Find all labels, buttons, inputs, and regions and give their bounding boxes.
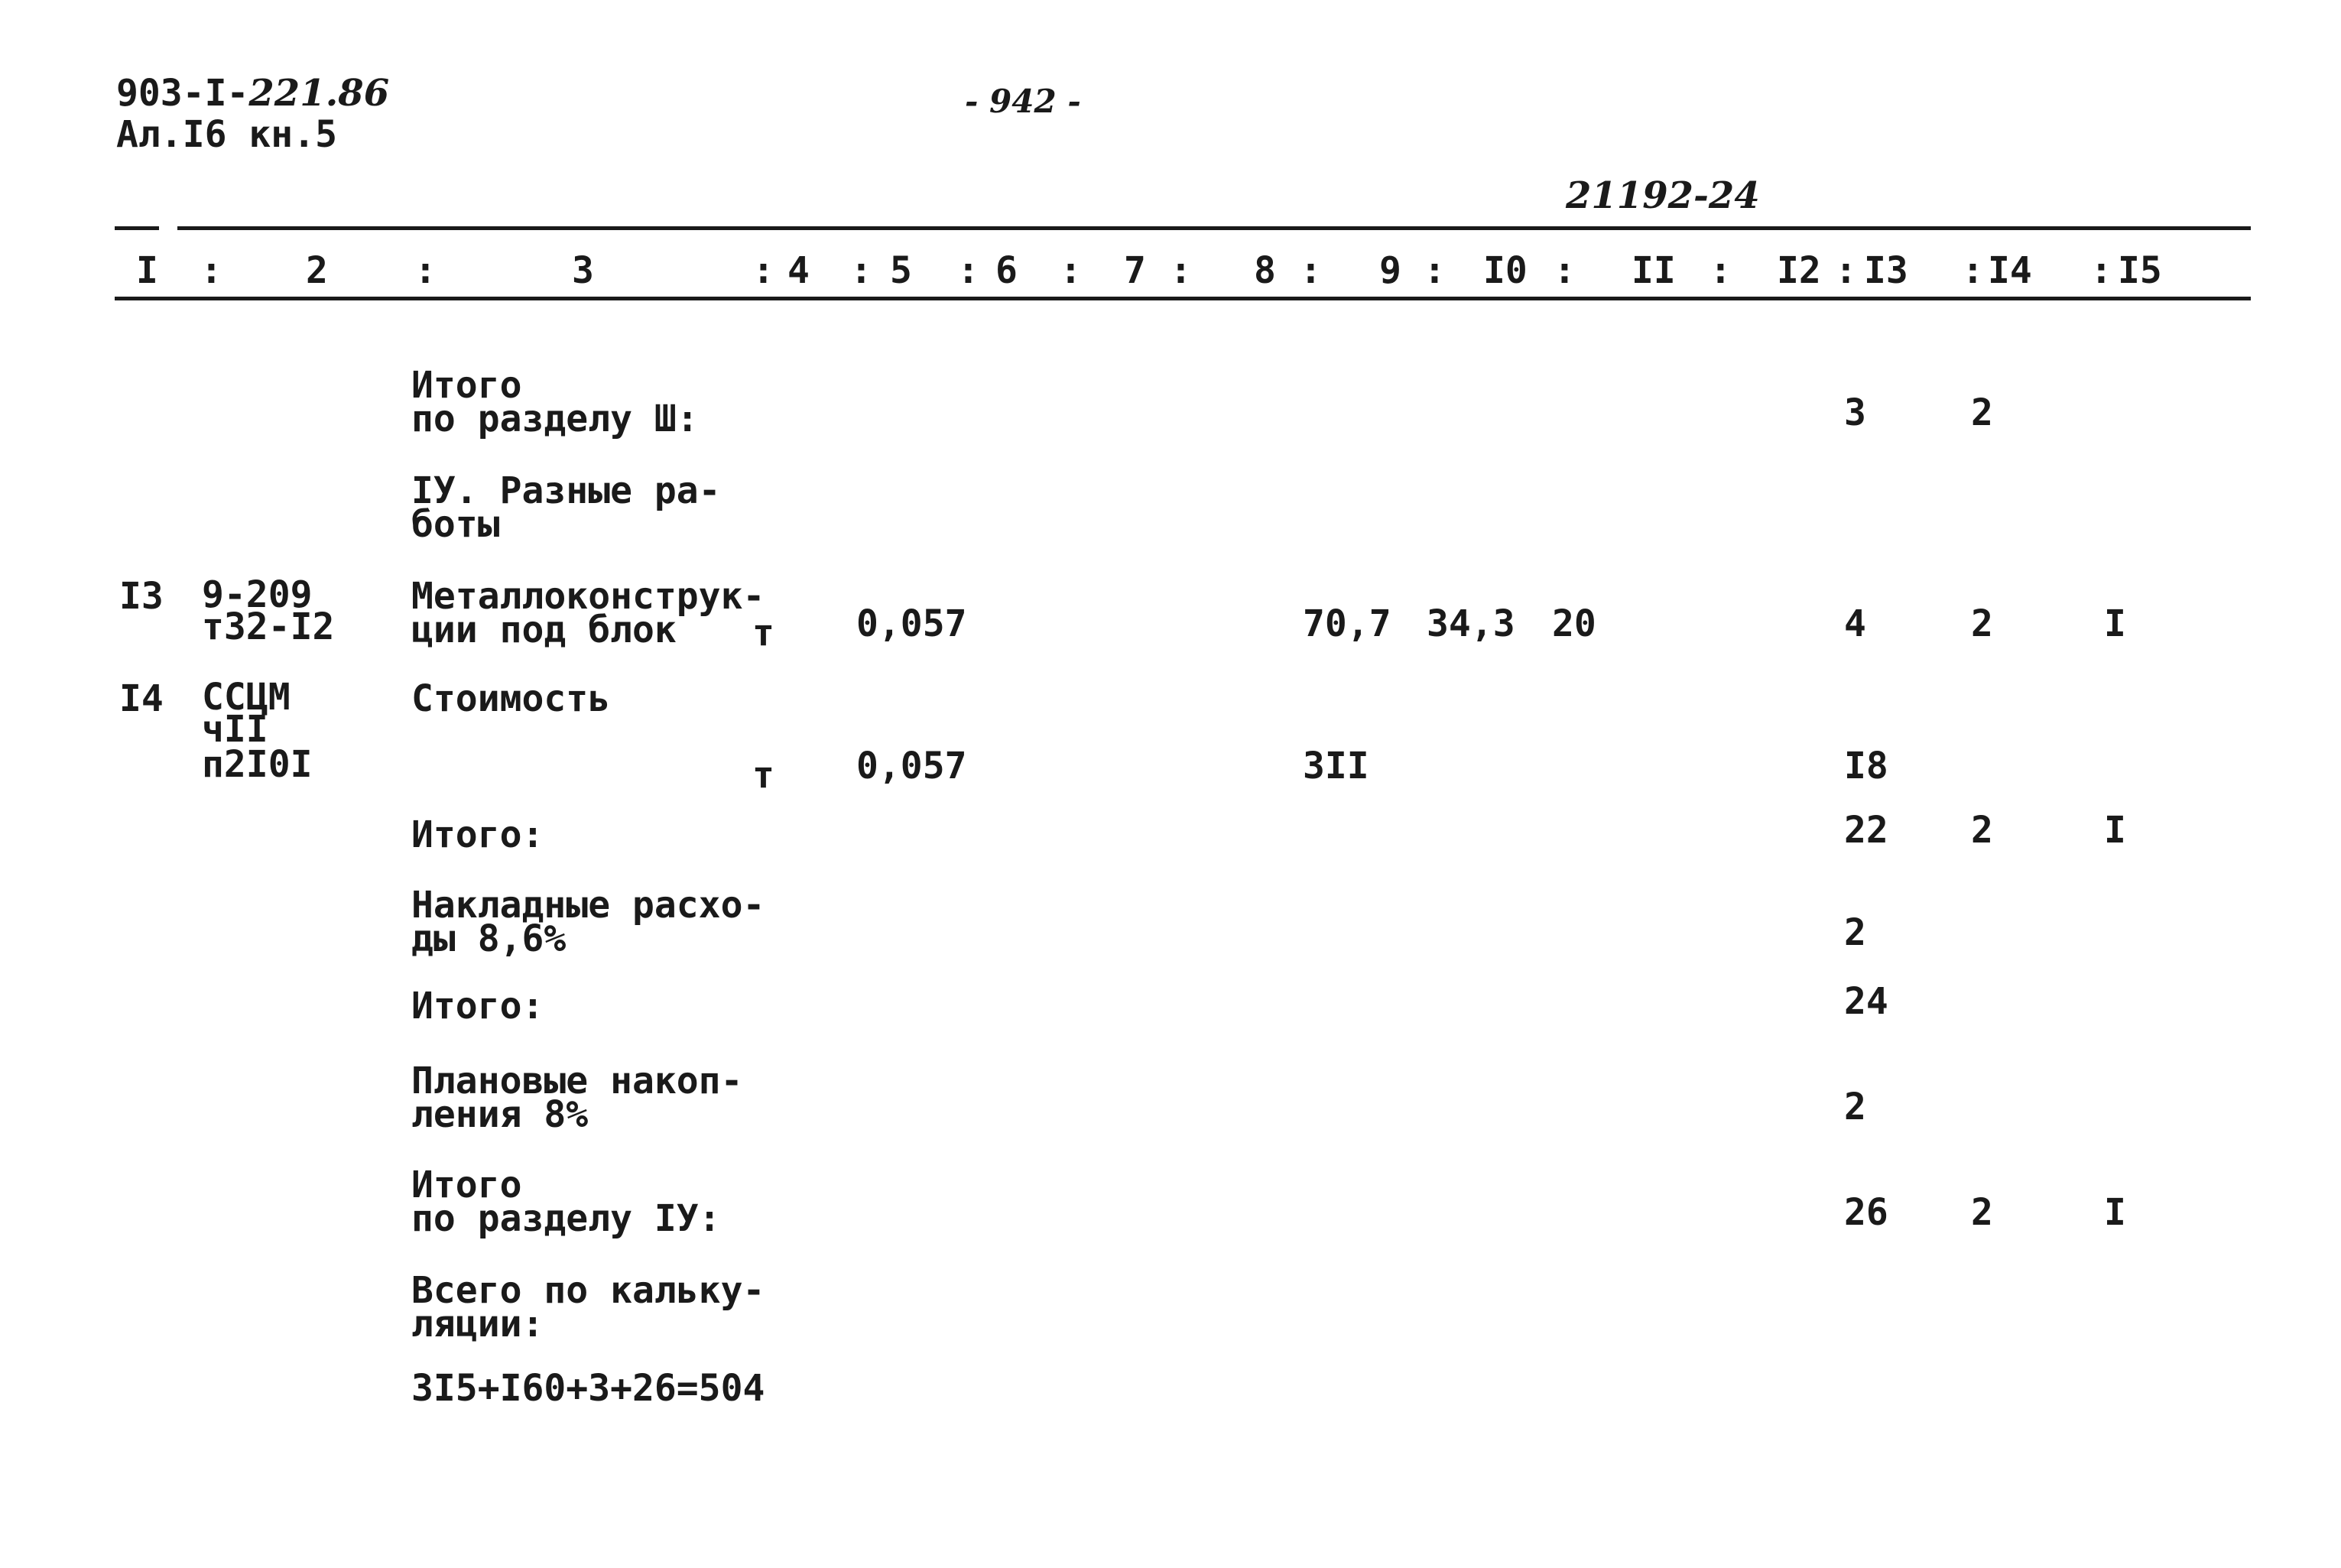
column-separator: : xyxy=(1835,249,1857,292)
section-heading-line: боты xyxy=(411,503,500,546)
row-description-line: Всего по кальку- xyxy=(411,1269,765,1312)
cell-col13: 2 xyxy=(1844,911,1866,954)
cell-col4: т xyxy=(752,612,774,654)
column-header-12: I2 xyxy=(1777,249,1821,292)
cell-col13: I8 xyxy=(1844,745,1888,787)
column-separator: : xyxy=(414,249,437,292)
row-description-line: ды 8,6% xyxy=(411,917,567,960)
cell-col15: I xyxy=(2104,809,2126,852)
cell-col13: 22 xyxy=(1844,809,1888,852)
column-header-13: I3 xyxy=(1864,249,1908,292)
cell-col14: 2 xyxy=(1971,1191,1993,1234)
row-description-line: ления 8% xyxy=(411,1093,589,1136)
column-header-7: 7 xyxy=(1124,249,1146,292)
header-rule-top-short xyxy=(115,226,159,230)
cell-col13: 4 xyxy=(1844,602,1866,645)
cell-col4: т xyxy=(752,754,774,797)
column-separator: : xyxy=(1554,249,1576,292)
cell-col5: 0,057 xyxy=(856,745,967,787)
column-header-15: I5 xyxy=(2118,249,2162,292)
cell-col13: 3 xyxy=(1844,391,1866,434)
column-header-11: II xyxy=(1632,249,1676,292)
column-separator: : xyxy=(1300,249,1322,292)
row-description-line: Итого xyxy=(411,364,522,407)
column-header-4: 4 xyxy=(787,249,810,292)
cell-col5: 0,057 xyxy=(856,602,967,645)
cell-col9: 34,3 xyxy=(1427,602,1515,645)
cell-col1: I3 xyxy=(119,575,164,618)
cell-col14: 2 xyxy=(1971,602,1993,645)
row-description-line: Итого xyxy=(411,1164,522,1206)
column-separator: : xyxy=(1962,249,1984,292)
total-formula: 3I5+I60+3+26=504 xyxy=(411,1367,765,1410)
column-separator: : xyxy=(957,249,979,292)
column-header-8: 8 xyxy=(1254,249,1276,292)
cell-col2-line: 9-209 xyxy=(202,573,313,616)
section-heading-line: IУ. Разные ра- xyxy=(411,469,721,512)
column-separator: : xyxy=(2090,249,2112,292)
cell-col2-line: чII xyxy=(202,708,268,751)
column-separator: : xyxy=(1060,249,1082,292)
cell-col15: I xyxy=(2104,1191,2126,1234)
column-header-14: I4 xyxy=(1988,249,2032,292)
document-code xyxy=(116,72,390,115)
column-header-10: I0 xyxy=(1483,249,1528,292)
cell-col13: 24 xyxy=(1844,980,1888,1023)
row-description-line: по разделу IУ: xyxy=(411,1197,721,1240)
column-separator: : xyxy=(850,249,872,292)
row-description-line: ции под блок xyxy=(411,609,677,651)
cell-col2-line: п2I0I xyxy=(202,743,313,786)
cell-col1: I4 xyxy=(119,677,164,720)
row-description-line: ляции: xyxy=(411,1303,544,1346)
column-header-2: 2 xyxy=(306,249,328,292)
cell-col14: 2 xyxy=(1971,809,1993,852)
column-separator: : xyxy=(1424,249,1446,292)
row-description-line: Итого: xyxy=(411,985,544,1027)
column-header-5: 5 xyxy=(890,249,912,292)
header-rule-bottom xyxy=(115,297,2251,300)
cell-col15: I xyxy=(2104,602,2126,645)
cell-col14: 2 xyxy=(1971,391,1993,434)
column-separator: : xyxy=(752,249,774,292)
row-description-line: Итого: xyxy=(411,813,544,856)
column-separator: : xyxy=(1709,249,1732,292)
sheet-reference: 21192-24 xyxy=(1566,174,1760,217)
column-header-3: 3 xyxy=(572,249,594,292)
header-rule-top xyxy=(177,226,2251,230)
row-description-line: Плановые накоп- xyxy=(411,1060,743,1102)
row-description-line: Накладные расхо- xyxy=(411,884,765,927)
cell-col2-line: т32-I2 xyxy=(202,605,335,648)
album-reference: Ал.I6 кн.5 xyxy=(116,113,337,156)
document-code-printed: 903-I- xyxy=(116,72,249,115)
cell-col8: 3II xyxy=(1303,745,1369,787)
row-description-line: по разделу Ш: xyxy=(411,398,699,440)
cell-col8: 70,7 xyxy=(1303,602,1391,645)
column-header-1: I xyxy=(136,249,158,292)
cell-col10: 20 xyxy=(1552,602,1596,645)
row-description-line: Металлоконструк- xyxy=(411,575,765,618)
column-separator: : xyxy=(1170,249,1192,292)
column-header-9: 9 xyxy=(1379,249,1401,292)
row-description-line: Стоимость xyxy=(411,677,611,720)
cell-col2-line: ССЦМ xyxy=(202,676,291,719)
document-code-handwritten: 221.86 xyxy=(248,72,390,115)
cell-col13: 2 xyxy=(1844,1086,1866,1128)
cell-col13: 26 xyxy=(1844,1191,1888,1234)
column-header-6: 6 xyxy=(995,249,1018,292)
page-number: - 942 - xyxy=(965,83,1081,120)
column-separator: : xyxy=(200,249,222,292)
